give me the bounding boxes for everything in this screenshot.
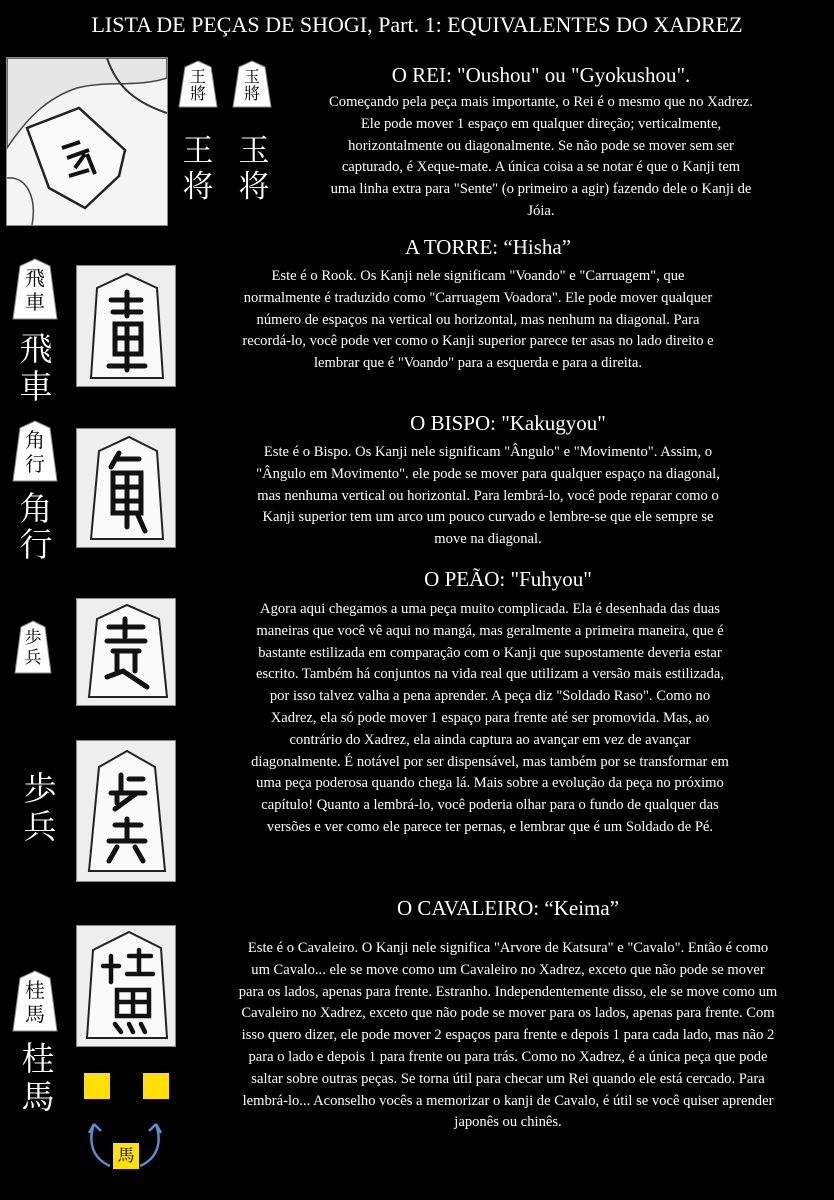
knight-kanji-2: 馬	[21, 1077, 55, 1116]
pawn-kanji-1: 歩	[23, 769, 57, 808]
knight-title: O CAVALEIRO: “Keima”	[396, 896, 620, 920]
pawn-line: por isso talvez valha a pena aprender. A peça diz "Soldado Raso". Como no	[269, 688, 711, 705]
knight-line: para os lados, apenas para frente. Estranho. Independentemente disso, ele se move como um	[238, 983, 778, 1000]
king-title: O REI: "Oushou" ou "Gyokushou".	[391, 63, 691, 87]
pawn-manga-panel-standard	[76, 740, 176, 882]
bishop-token-label: 角行	[25, 428, 45, 476]
knight-line: saltar sobre outras peças. Se torna útil para checar um Rei quando ele está cercado. Para	[251, 1070, 765, 1087]
rook-line: número de espaços na vertical ou horizontal, mas nenhum na diagonal. Para	[256, 311, 700, 328]
rook-token-label: 飛車	[25, 266, 45, 314]
knight-line: isso quero dizer, ele pode mover 2 espaços para frente e depois 1 para cada lado, mas não 2	[241, 1027, 775, 1044]
knight-target-square-right	[143, 1073, 169, 1099]
knight-token-label: 桂馬	[25, 978, 45, 1026]
pawn-line: maneiras que você vê aqui no mangá, mas geralmente a primeira maneira, que é	[256, 622, 724, 639]
pawn-description	[190, 599, 790, 839]
bishop-title: O BISPO: "Kakugyou"	[410, 411, 606, 435]
bishop-manga-panel	[76, 428, 176, 548]
bishop-kanji-2: 行	[19, 525, 53, 564]
rook-kanji-2: 車	[19, 367, 53, 406]
pawn-line: Xadrez, ela só pode mover 1 espaço para frente até ser promovida. Mas, ao	[270, 709, 710, 726]
king-description	[285, 92, 797, 223]
knight-description	[190, 938, 826, 1134]
rook-description	[190, 266, 766, 375]
rook-line: lembrar que é "Voando" para a esquerda e para a direita.	[313, 355, 643, 372]
bishop-line: Este é o Bispo. Os Kanji nele significam "Ângulo" e "Movimento". Assim, o	[263, 444, 713, 460]
pawn-manga-panel-stylized	[76, 598, 176, 706]
pawn-line: diagonalmente. É notável por ser dispensável, mas também por se transformar em	[251, 753, 729, 770]
knight-kanji-1: 桂	[21, 1039, 55, 1078]
king-kanji-oushou-2: 将	[182, 169, 214, 205]
page-title: LISTA DE PEÇAS DE SHOGI, Part. 1: EQUIVALENTES DO XADREZ	[91, 12, 743, 37]
king-token-oushou-label: 王將	[189, 67, 206, 103]
king-line: horizontalmente ou diagonalmente. Se não pode se mover sem ser	[348, 137, 734, 154]
rook-kanji-1: 飛	[19, 329, 53, 368]
pawn-line: capítulo! Quanto a lembrá-lo, você poderia olhar para o fundo de qualquer das	[261, 797, 719, 814]
king-kanji-gyoku-2: 将	[238, 169, 270, 205]
pawn-token-label: 歩兵	[24, 628, 42, 668]
rook-line: recordá-lo, você pode ver como o Kanji superior parece ter asas no lado direito e	[242, 333, 714, 350]
bishop-kanji-1: 角	[19, 489, 53, 528]
pawn-line: Agora aqui chegamos a uma peça muito complicada. Ela é desenhada das duas	[260, 601, 720, 617]
rook-title: A TORRE: “Hisha”	[404, 235, 572, 259]
king-line: uma linha extra para "Sente" (o primeiro a agir) fazendo dele o Kanji de	[330, 181, 752, 198]
bishop-description	[200, 442, 776, 551]
pawn-line: contrário do Xadrez, ela ainda captura ao avançar em vez de avançar	[289, 731, 691, 748]
king-line: Ele pode mover 1 espaço em qualquer direção; verticalmente,	[360, 115, 722, 132]
pawn-title: O PEÃO: "Fuhyou"	[424, 567, 592, 591]
king-line: capturado, é Xeque-mate. A única coisa a se notar é que o Kanji tem	[341, 159, 741, 176]
king-kanji-oushou-1: 王	[182, 133, 214, 169]
knight-line: japonês ou chinês.	[454, 1114, 562, 1131]
king-line: Jóia.	[527, 202, 555, 219]
rook-manga-panel	[76, 265, 176, 387]
pawn-line: versões e ver como ele parece ter pernas, e lembrar que é um Soldado de Pé.	[266, 818, 714, 835]
king-hand-illustration	[7, 58, 167, 225]
king-token-gyokushou-label: 玉將	[243, 67, 260, 103]
pawn-line: escrito. Também há conjuntos na vida real que utilizam a versão mais estilizada,	[256, 666, 724, 683]
bishop-line: mas nenhuma vertical ou horizontal. Para lembrá-lo, você pode reparar como o	[257, 487, 719, 504]
rook-line: normalmente é traduzido como "Carruagem Voadora". Ele pode mover qualquer	[243, 289, 713, 306]
king-kanji-gyoku-1: 玉	[238, 133, 270, 169]
bishop-line: Kanji superior tem um arco um pouco curvado e lembre-se que ele sempre se	[262, 509, 714, 526]
knight-line: um Cavalo... ele se move como um Cavaleiro no Xadrez, exceto que não pode se mover	[251, 961, 765, 978]
knight-line: para o lado e depois 1 para frente ou para trás. Como no Xadrez, é a única peça que pode	[248, 1048, 768, 1065]
knight-origin-square: 馬	[113, 1143, 139, 1169]
king-line: Começando pela peça mais importante, o Rei é o mesmo que no Xadrez.	[329, 94, 753, 110]
knight-line: Cavaleiro no Xadrez, exceto que não pode se mover para os lados, apenas para frente. Com	[241, 1005, 775, 1022]
bishop-line: "Ângulo em Movimento". ele pode se mover para qualquer espaço na diagonal,	[256, 465, 720, 482]
king-manga-panel	[6, 57, 168, 226]
pawn-line: bastante estilizada em comparação com o Kanji que supostamente deveria estar	[258, 644, 722, 661]
knight-target-square-left	[84, 1073, 110, 1099]
bishop-line: move na diagonal.	[434, 531, 542, 548]
pawn-line: uma peça poderosa quando chega lá. Mais sobre a evolução da peça no próximo	[256, 775, 724, 792]
knight-line: lembrá-lo... Aconselho vocês a memorizar o kanji de Cavalo, é útil se você quiser aprender	[242, 1092, 774, 1109]
knight-manga-panel	[76, 925, 176, 1047]
knight-line: Este é o Cavaleiro. O Kanji nele significa "Arvore de Katsura" e "Cavalo". Então é como	[247, 940, 769, 956]
rook-line: Este é o Rook. Os Kanji nele significam "Voando" e "Carruagem", que	[271, 268, 685, 284]
pawn-kanji-2: 兵	[23, 807, 57, 846]
